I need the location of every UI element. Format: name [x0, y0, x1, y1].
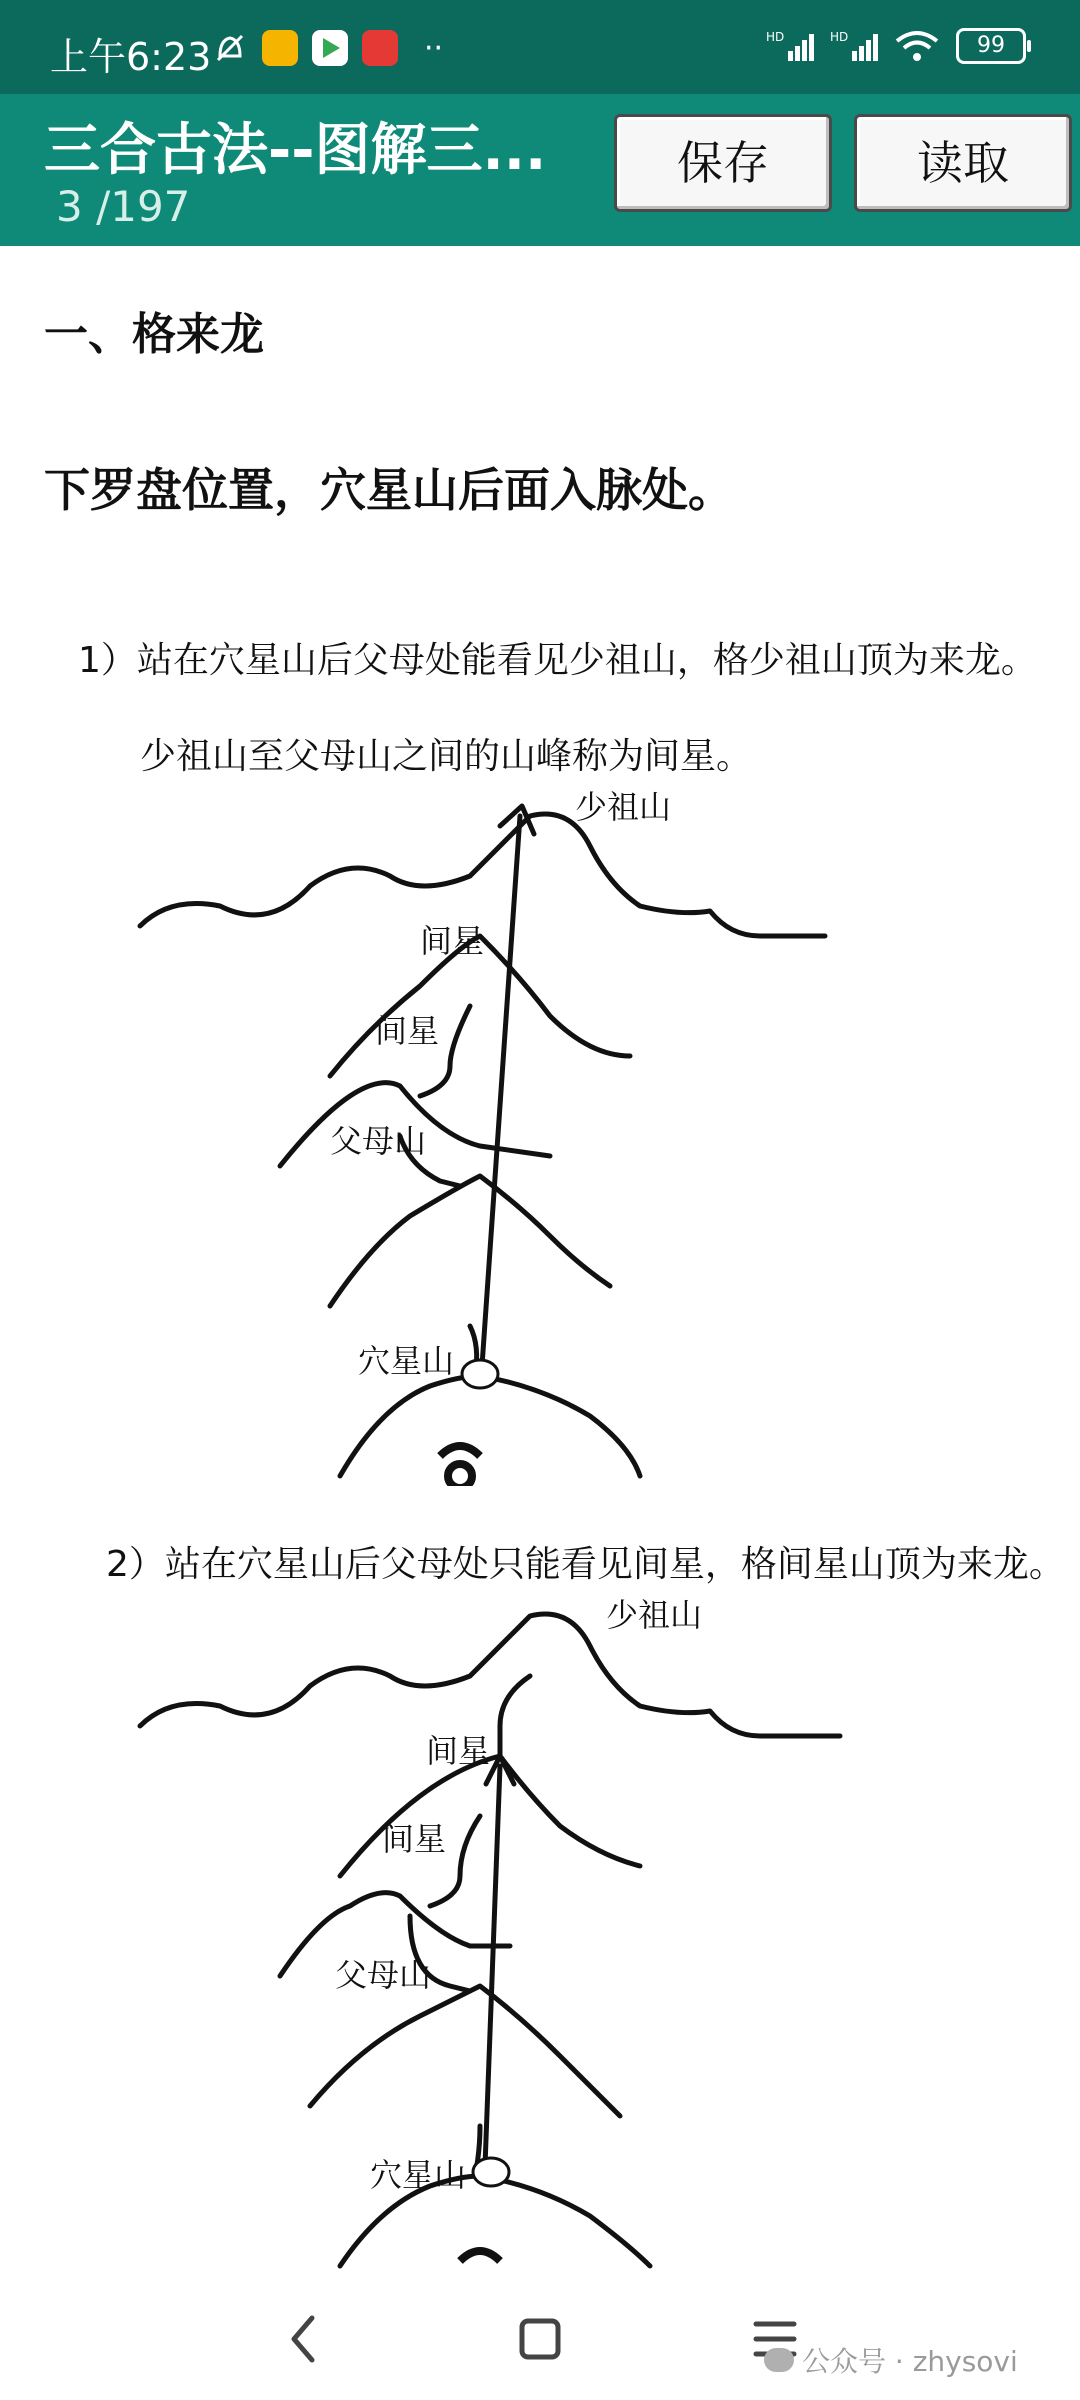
label-jianxing-1: 间星 [420, 922, 485, 960]
item-2-text: 2）站在穴星山后父母处只能看见间星，格间星山顶为来龙。 [106, 1544, 1065, 1585]
wechat-icon [764, 2348, 794, 2372]
label-jianxing-2: 间星 [382, 1820, 447, 1858]
fumu-ridge [330, 1176, 610, 1306]
section-subheading: 下罗盘位置，穴星山后面入脉处。 [44, 463, 734, 517]
notification-icons [212, 30, 443, 66]
load-button[interactable]: 读取 [854, 114, 1072, 212]
document-title: 三合古法--图解三... [44, 118, 547, 183]
save-button[interactable]: 保存 [614, 114, 832, 212]
battery-icon: 99 [956, 28, 1026, 64]
svg-text:HD: HD [766, 30, 785, 44]
dragon-arrow-shaft [485, 1766, 500, 2166]
page-indicator: 3 /197 [56, 182, 191, 231]
label-fumu: 父母山 [335, 1956, 432, 1994]
more-dots: ·· [424, 30, 444, 66]
label-xuexing: 穴星山 [358, 1342, 455, 1380]
compass-symbol-icon [460, 2251, 500, 2261]
far-ridge-line [140, 814, 825, 936]
label-jianxing-2: 间星 [375, 1012, 440, 1050]
fumu-ridge [310, 1986, 620, 2116]
mountain-diagram-1 [120, 786, 840, 1486]
home-icon[interactable] [505, 2304, 575, 2374]
label-shaozu: 少祖山 [575, 788, 672, 826]
label-shaozu: 少祖山 [606, 1596, 703, 1634]
status-bar [0, 0, 1080, 94]
dragon-arrow-shaft [482, 816, 520, 1366]
xuexing-ridge [340, 1376, 640, 1476]
back-icon[interactable] [270, 2304, 340, 2374]
watermark-text: 公众号 · zhysovi [802, 2345, 1018, 2378]
system-status [766, 28, 1026, 64]
label-xuexing: 穴星山 [370, 2156, 467, 2194]
status-time: 上午6:23 [50, 35, 212, 79]
inner-vein-0 [500, 1676, 530, 1756]
label-jianxing-1: 间星 [426, 1732, 491, 1770]
notes-app-icon [262, 30, 298, 66]
wifi-icon [894, 29, 940, 63]
watermark [764, 2340, 1018, 2380]
label-fumu: 父母山 [330, 1122, 427, 1160]
xue-point [462, 1360, 498, 1388]
item-1-text: 1）站在穴星山后父母处能看见少祖山，格少祖山顶为来龙。 [78, 640, 1037, 681]
svg-text:HD: HD [830, 30, 849, 44]
far-ridge-line [140, 1614, 840, 1736]
signal-icon [766, 29, 814, 63]
section-heading: 一、格来龙 [44, 309, 264, 360]
play-store-icon [312, 30, 348, 66]
mute-bell-icon [212, 30, 248, 66]
navigation-bar [0, 2276, 1080, 2400]
item-1-note: 少祖山至父母山之间的山峰称为间星。 [140, 736, 753, 777]
mountain-diagram-2 [120, 1596, 860, 2276]
signal-icon-2 [830, 29, 878, 63]
news-app-icon [362, 30, 398, 66]
xue-point [473, 2158, 509, 2186]
compass-symbol-icon [440, 1446, 480, 1486]
app-bar [0, 94, 1080, 246]
